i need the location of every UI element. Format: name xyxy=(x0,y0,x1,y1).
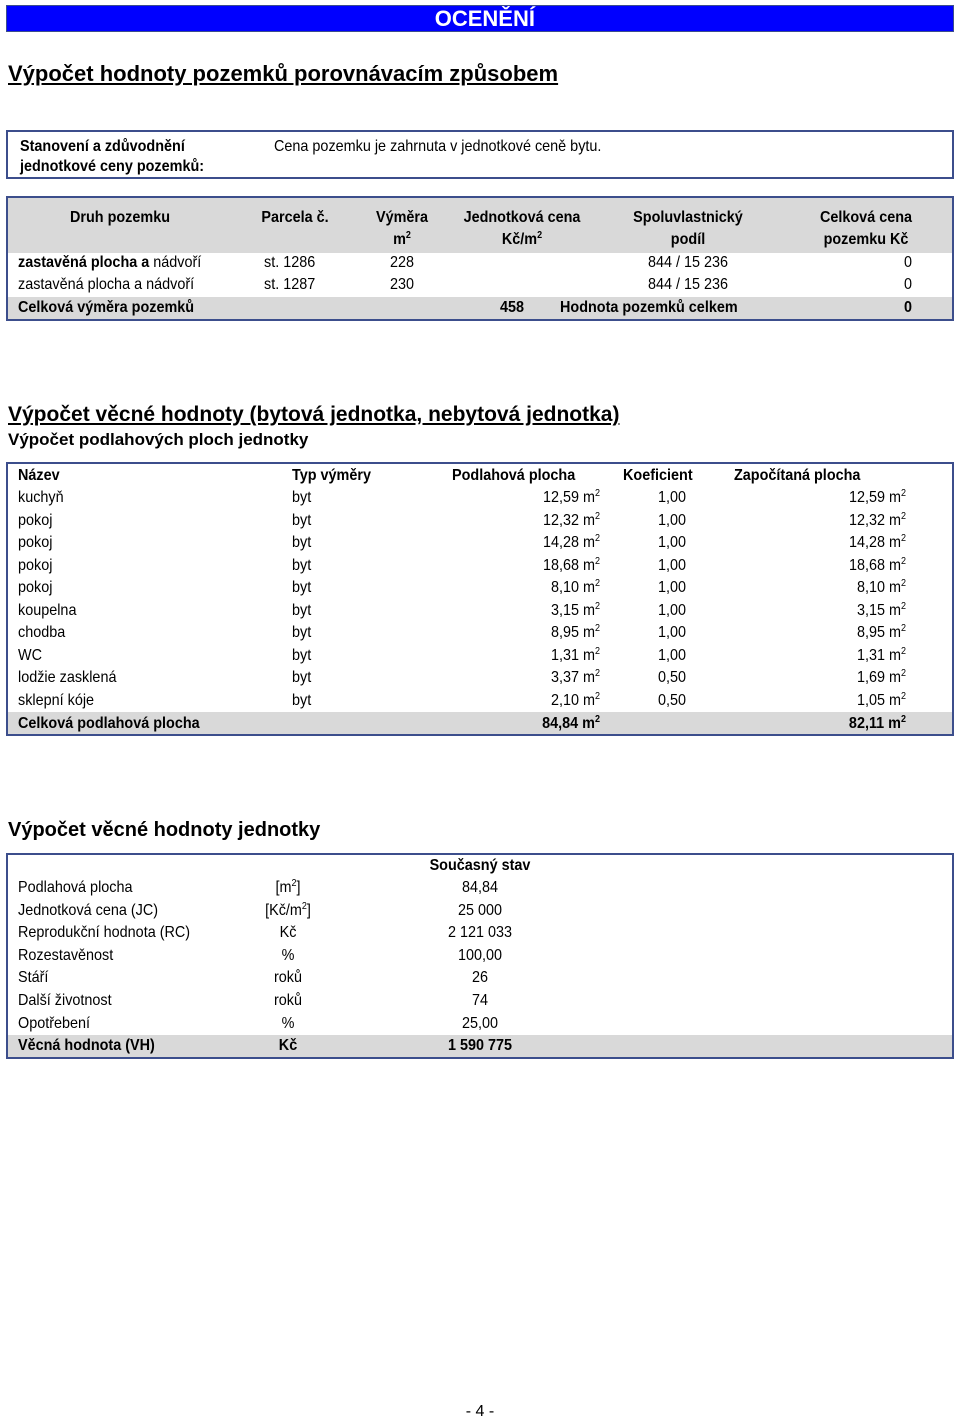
page-number: - 4 - xyxy=(465,1403,495,1420)
col-spoluvlastnicky: Spoluvlastnický xyxy=(633,209,743,226)
floor-row-nazev: lodžie zasklená xyxy=(18,669,117,686)
floor-row-typ: byt xyxy=(292,646,312,664)
floor-row-typ: byt xyxy=(292,489,312,506)
floor-row-plocha: 12,32 $m^2$ xyxy=(542,510,600,529)
col-celkova-cena: Celková cena xyxy=(819,209,913,226)
floor-row-zapocitana: 1,31 $m^2$ xyxy=(856,645,906,664)
header-banner xyxy=(6,5,954,32)
floor-row-typ: byt xyxy=(292,624,312,641)
value-row-value: 26 xyxy=(471,969,489,987)
floor-row-nazev: pokoj xyxy=(18,534,53,551)
land-row2-parcela: st. 1287 xyxy=(264,276,316,293)
floor-row-koeficient: 1,00 xyxy=(657,646,687,664)
floor-total-plocha: 84,84 $m^2$ xyxy=(542,714,600,732)
floor-row-plocha: 2,10 $m^2$ xyxy=(550,690,600,709)
value-row-value: 1 590 775 xyxy=(447,1037,513,1055)
land-row2-cena: 0 xyxy=(903,276,912,293)
floor-row-zapocitana: 12,32 $m^2$ xyxy=(848,510,906,529)
value-row-label: Jednotková cena (JC) xyxy=(18,901,159,919)
col-koeficient: Koeficient xyxy=(623,467,693,484)
floor-row-zapocitana: 3,15 $m^2$ xyxy=(856,600,906,619)
land-total-vymera: 458 xyxy=(499,299,525,316)
floor-row-koeficient: 1,00 xyxy=(657,579,687,596)
col-podlahova-plocha: Podlahová plocha xyxy=(452,467,576,484)
land-row1-cena: 0 xyxy=(903,254,912,271)
floor-row-koeficient: 1,00 xyxy=(657,556,687,574)
floor-row-zapocitana: 12,59 $m^2$ xyxy=(848,488,906,506)
col-soucasny-stav: Současný stav xyxy=(429,857,531,874)
floor-section-heading: Výpočet věcné hodnoty (bytová jednotka, nebytová jednotka) xyxy=(8,403,620,426)
value-row-value: 84,84 xyxy=(461,879,499,896)
col-jednotkova-cena-unit: $Kč/m^2$ xyxy=(501,230,543,248)
land-row2-vymera: 230 xyxy=(389,276,415,293)
floor-row-koeficient: 0,50 xyxy=(657,669,687,686)
floor-row-typ: byt xyxy=(292,534,312,551)
floor-row-zapocitana: 8,95 $m^2$ xyxy=(856,623,906,641)
value-row-label: Rozestavěnost xyxy=(18,946,114,964)
floor-row-zapocitana: 18,68 $m^2$ xyxy=(848,555,906,574)
value-row-value: 74 xyxy=(471,992,489,1009)
floor-row-typ: byt xyxy=(292,556,312,574)
value-row-unit: $[Kč/m^2]$ xyxy=(265,900,311,919)
floor-row-typ: byt xyxy=(292,579,312,596)
land-row1-parcela: st. 1286 xyxy=(264,254,316,271)
col-vymera: Výměra xyxy=(375,209,429,226)
col-druh-pozemku: Druh pozemku xyxy=(69,209,171,226)
value-row-value: 100,00 xyxy=(457,946,503,964)
value-row-unit: Kč xyxy=(278,1037,298,1055)
floor-row-zapocitana: 1,05 $m^2$ xyxy=(856,690,906,709)
value-row-unit: roků xyxy=(273,969,303,987)
floor-row-plocha: 12,59 $m^2$ xyxy=(542,488,600,506)
floor-total-label: Celková podlahová plocha xyxy=(18,715,200,732)
land-row2-druh: zastavěná plocha a nádvoří xyxy=(18,276,195,293)
value-row-unit: % xyxy=(281,946,295,964)
value-row-unit: roků xyxy=(273,992,303,1009)
floor-row-nazev: pokoj xyxy=(18,579,53,596)
col-nazev: Název xyxy=(18,467,60,484)
value-row-unit: % xyxy=(281,1014,295,1032)
land-row1-druh: zastavěná plocha a nádvoří xyxy=(18,254,202,271)
value-row-label: Reprodukční hodnota (RC) xyxy=(18,924,191,942)
value-row-label: Věcná hodnota (VH) xyxy=(18,1037,155,1055)
banner-title: OCENĚNÍ xyxy=(434,6,535,31)
floor-row-koeficient: 0,50 xyxy=(657,691,687,709)
floor-row-typ: byt xyxy=(292,601,312,619)
floor-row-typ: byt xyxy=(292,511,312,529)
floor-row-nazev: koupelna xyxy=(18,601,77,619)
floor-row-zapocitana: 1,69 $m^2$ xyxy=(856,668,906,686)
value-row-value: 25 000 xyxy=(457,901,503,919)
col-parcela: Parcela č. xyxy=(261,209,329,226)
value-section-heading: Výpočet věcné hodnoty jednotky xyxy=(8,819,321,841)
floor-row-plocha: 8,95 $m^2$ xyxy=(550,623,600,641)
col-zapocitana-plocha: Započítaná plocha xyxy=(734,467,861,484)
col-vymera-unit: $m^2$ xyxy=(393,230,411,248)
floor-row-nazev: sklepní kóje xyxy=(18,691,95,709)
land-row1-podil: 844 / 15 236 xyxy=(647,254,729,271)
floor-row-plocha: 14,28 $m^2$ xyxy=(542,533,600,551)
floor-row-nazev: WC xyxy=(18,646,42,664)
land-row1-vymera: 228 xyxy=(389,254,415,271)
col-celkova-cena-2: pozemku Kč xyxy=(823,231,909,248)
value-row-label: Podlahová plocha xyxy=(18,879,133,896)
col-typ-vymery: Typ výměry xyxy=(292,467,371,484)
floor-row-plocha: 8,10 $m^2$ xyxy=(550,578,600,596)
value-row-unit: Kč xyxy=(279,924,297,942)
land-total-hodnota: 0 xyxy=(903,299,912,316)
floor-row-nazev: pokoj xyxy=(18,511,53,529)
land-total-hodnota-label: Hodnota pozemků celkem xyxy=(560,299,738,316)
justification-label-line2: jednotkové ceny pozemků: xyxy=(20,158,205,175)
floor-row-plocha: 3,37 $m^2$ xyxy=(550,668,600,686)
land-total-label: Celková výměra pozemků xyxy=(18,299,195,316)
floor-row-zapocitana: 14,28 $m^2$ xyxy=(848,533,906,551)
floor-row-plocha: 18,68 $m^2$ xyxy=(542,555,600,574)
floor-row-typ: byt xyxy=(292,669,312,686)
land-section-heading: Výpočet hodnoty pozemků porovnávacím způsobem xyxy=(8,61,559,86)
floor-row-koeficient: 1,00 xyxy=(657,511,687,529)
floor-row-zapocitana: 8,10 $m^2$ xyxy=(856,578,906,596)
floor-row-nazev: chodba xyxy=(18,624,66,641)
justification-text: Cena pozemku je zahrnuta v jednotkové ceně bytu. xyxy=(274,138,602,155)
floor-row-koeficient: 1,00 xyxy=(657,534,687,551)
floor-row-plocha: 3,15 $m^2$ xyxy=(550,600,600,619)
value-row-value: 25,00 xyxy=(461,1014,499,1032)
floor-row-nazev: kuchyň xyxy=(18,489,64,506)
col-jednotkova-cena: Jednotková cena xyxy=(463,209,581,226)
land-row2-podil: 844 / 15 236 xyxy=(647,276,729,293)
floor-row-typ: byt xyxy=(292,691,312,709)
value-row-label: Opotřebení xyxy=(18,1014,91,1032)
value-row-unit: $[m^2]$ xyxy=(275,878,301,896)
value-row-value: 2 121 033 xyxy=(447,924,513,942)
floor-total-zapocitana: 82,11 $m^2$ xyxy=(848,714,906,732)
floor-subheading: Výpočet podlahových ploch jednotky xyxy=(8,430,309,449)
col-spoluvlastnicky-2: podíl xyxy=(670,231,706,248)
value-row-label: Stáří xyxy=(18,969,49,987)
floor-row-koeficient: 1,00 xyxy=(657,489,687,506)
justification-label-line1: Stanovení a zdůvodnění xyxy=(20,138,185,155)
floor-row-koeficient: 1,00 xyxy=(657,601,687,619)
floor-row-plocha: 1,31 $m^2$ xyxy=(550,645,600,664)
value-row-label: Další životnost xyxy=(18,992,112,1009)
floor-row-nazev: pokoj xyxy=(18,556,53,574)
floor-row-koeficient: 1,00 xyxy=(657,624,687,641)
